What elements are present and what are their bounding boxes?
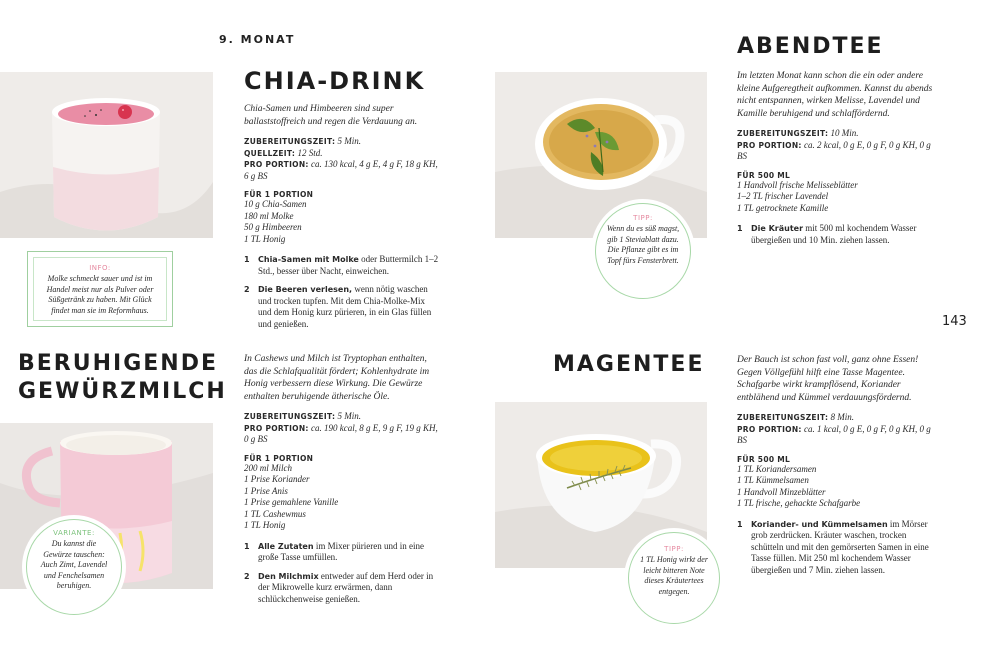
prep-value: 10 Min. [830, 128, 859, 138]
magentee-meta [737, 412, 933, 447]
magentee-step [737, 519, 933, 577]
ingredient: 1 TL frische, gehackte Schafgarbe [737, 498, 861, 508]
milk-intro: In Cashews und Milch ist Tryptophan enthalten, das die Schlafqualität fördert; Kohlenhydrate im Honig verbessern diese Wirkung. Die Gewürze enthalten beruhigende ätherische Öle. [244, 354, 430, 402]
abendtee-ingredients [737, 180, 933, 215]
chia-intro: Chia-Samen und Himbeeren sind super ballaststoffreich und regen die Verdauung an. [244, 104, 418, 127]
chia-step [244, 284, 439, 330]
prep-label: ZUBEREITUNGSZEIT: [244, 412, 336, 421]
step-number: 1 [244, 255, 250, 264]
ingredient: 1 Prise gemahlene Vanille [244, 497, 339, 507]
milk-title-line1: BERUHIGENDE [18, 351, 218, 376]
magentee-ingredients [737, 464, 933, 510]
milk-for-label: FÜR 1 PORTION [244, 453, 314, 463]
chia-ingredients [244, 199, 439, 245]
abendtee-title: ABENDTEE [737, 34, 884, 59]
step-text: oder Buttermilch 1–2 Std., besser über Nacht, einweichen. [258, 254, 439, 276]
chia-recipe [244, 103, 439, 330]
info-box [27, 251, 173, 327]
step-text: wenn nötig waschen und trocken tupfen. Mit dem Chia-Molke-Mix und dem Honig kurz pürieren, in ein Glas füllen und genießen. [258, 284, 432, 329]
month-label: 9. MONAT [219, 33, 296, 46]
milk-step [244, 571, 439, 606]
milk-meta [244, 411, 439, 446]
prep-label: ZUBEREITUNGSZEIT: [737, 413, 829, 422]
magentee-for-label: FÜR 500 ML [737, 454, 791, 464]
step-number: 1 [737, 224, 743, 233]
portion-value: ca. 130 kcal, 4 g E, 4 g F, 18 g KH, 6 g BS [244, 159, 438, 181]
ingredient: 1 TL Honig [244, 520, 286, 530]
portion-label: PRO PORTION: [244, 160, 309, 169]
prep-label: ZUBEREITUNGSZEIT: [737, 129, 829, 138]
step-bold: Koriander- und Kümmelsamen [751, 519, 888, 529]
step-text: entweder auf dem Herd oder in der Mikrowelle kurz erwärmen, dann schlückchenweise genießen. [258, 570, 434, 604]
ingredient: 1 TL getrocknete Kamille [737, 202, 829, 213]
portion-value: ca. 1 kcal, 0 g E, 0 g F, 0 g KH, 0 g BS [737, 423, 931, 445]
milk-step [244, 541, 439, 564]
step-text: mit 500 ml kochendem Wasser übergießen und 10 Min. ziehen lassen. [751, 223, 917, 245]
abendtee-intro: Im letzten Monat kann schon die ein oder andere kleine Aufgeregtheit aufkommen. Kannst du abends nicht entspannen, wirken Melisse, Lavendel und Kamille beruhigend und schlaffördernd. [737, 71, 933, 119]
chia-meta [244, 136, 439, 182]
ingredient: 1 Handvoll Minzeblätter [737, 486, 826, 497]
variante-text: Du kannst die Gewürze tauschen: Auch Zimt, Lavendel und Fenchelsamen beruhigen. [40, 539, 108, 590]
tipp-circle-magentee [628, 532, 720, 624]
step-bold: Die Beeren verlesen, [258, 285, 353, 294]
step-bold: Chia-Samen mit Molke [258, 255, 359, 264]
tipp-tag: TIPP: [664, 545, 684, 553]
portion-value: ca. 190 kcal, 8 g E, 9 g F, 19 g KH, 0 g BS [244, 422, 438, 444]
ingredient: 1 TL Honig [244, 233, 286, 244]
abendtee-step [737, 223, 933, 246]
chia-title: CHIA-DRINK [244, 67, 426, 95]
ingredient: 200 ml Milch [244, 462, 292, 473]
tipp-circle-abendtee [595, 203, 691, 299]
step-number: 1 [737, 519, 743, 529]
ingredient: 1 TL Kümmelsamen [737, 475, 809, 485]
variante-tag: VARIANTE: [53, 529, 95, 537]
milk-recipe [244, 353, 439, 605]
ingredient: 50 g Himbeeren [244, 222, 302, 232]
magentee-recipe [737, 354, 933, 576]
info-text: Molke schmeckt sauer und ist im Handel meist nur als Pulver oder Süßgetränk zu haben. Mit Glück findet man sie im Reformhaus. [46, 274, 154, 315]
page-number: 143 [942, 314, 967, 329]
milk-title-line2: GEWÜRZMILCH [18, 379, 227, 404]
ingredient: 1–2 TL frischer Lavendel [737, 191, 829, 201]
ingredient: 1 TL Koriandersamen [737, 463, 817, 474]
portion-label: PRO PORTION: [737, 140, 802, 150]
ingredient: 1 Handvoll frische Melisseblätter [737, 179, 858, 190]
soak-value: 12 Std. [297, 147, 323, 158]
milk-title [18, 350, 227, 406]
portion-label: PRO PORTION: [244, 423, 309, 433]
ingredient: 1 Prise Anis [244, 485, 288, 496]
portion-label: PRO PORTION: [737, 424, 802, 434]
portion-value: ca. 2 kcal, 0 g E, 0 g F, 0 g KH, 0 g BS [737, 139, 931, 161]
chia-cup-illustration [0, 72, 213, 238]
chia-step [244, 254, 439, 277]
step-bold: Den Milchmix [258, 571, 319, 581]
prep-value: 5 Min. [337, 411, 362, 421]
step-text: im Mörser grob zerdrücken. Kräuter waschen, trocken schütteln und mit den gemörserten Samen in eine Tasse füllen. Mit 250 ml kochendem Wasser übergießen und 7 Min. ziehen lassen. [751, 518, 929, 575]
step-text: im Mixer pürieren und in eine große Tasse umfüllen. [258, 540, 425, 562]
chia-drink-photo [0, 72, 213, 238]
step-number: 1 [244, 541, 250, 551]
step-number: 2 [244, 571, 250, 581]
prep-value: 5 Min. [337, 136, 362, 146]
prep-label: ZUBEREITUNGSZEIT: [244, 137, 336, 146]
tipp-tag: TIPP: [633, 214, 653, 222]
soak-label: QUELLZEIT: [244, 148, 296, 158]
abendtee-meta [737, 128, 933, 163]
ingredient: 1 Prise Koriander [244, 474, 310, 484]
ingredient: 1 TL Cashewmus [244, 508, 306, 519]
ingredient: 180 ml Molke [244, 210, 294, 221]
milk-ingredients [244, 463, 439, 532]
info-tag: INFO: [89, 264, 111, 272]
step-bold: Die Kräuter [751, 224, 804, 233]
ingredient: 10 g Chia-Samen [244, 199, 307, 209]
magentee-title: MAGENTEE [553, 352, 705, 377]
chia-for-label: FÜR 1 PORTION [244, 190, 314, 199]
step-number: 2 [244, 285, 250, 294]
step-bold: Alle Zutaten [258, 541, 314, 551]
abendtee-for-label: FÜR 500 ML [737, 170, 791, 180]
abendtee-recipe [737, 70, 933, 246]
prep-value: 8 Min. [830, 412, 855, 422]
tipp-text: 1 TL Honig wirkt der leicht bitteren Note dieses Kräutertees entgegen. [640, 555, 708, 596]
variante-circle [26, 519, 122, 615]
magentee-intro: Der Bauch ist schon fast voll, ganz ohne Essen! Gegen Völlgefühl hilft eine Tasse Magentee. Schafgarbe wirkt krampflösend, Koriander entblähend und Kümmel verdauungsfördernd. [737, 355, 919, 403]
tipp-text: Wenn du es süß magst, gib 1 Steviablatt dazu. Die Pflanze gibt es im Topf fürs Fensterbrett. [606, 224, 680, 265]
